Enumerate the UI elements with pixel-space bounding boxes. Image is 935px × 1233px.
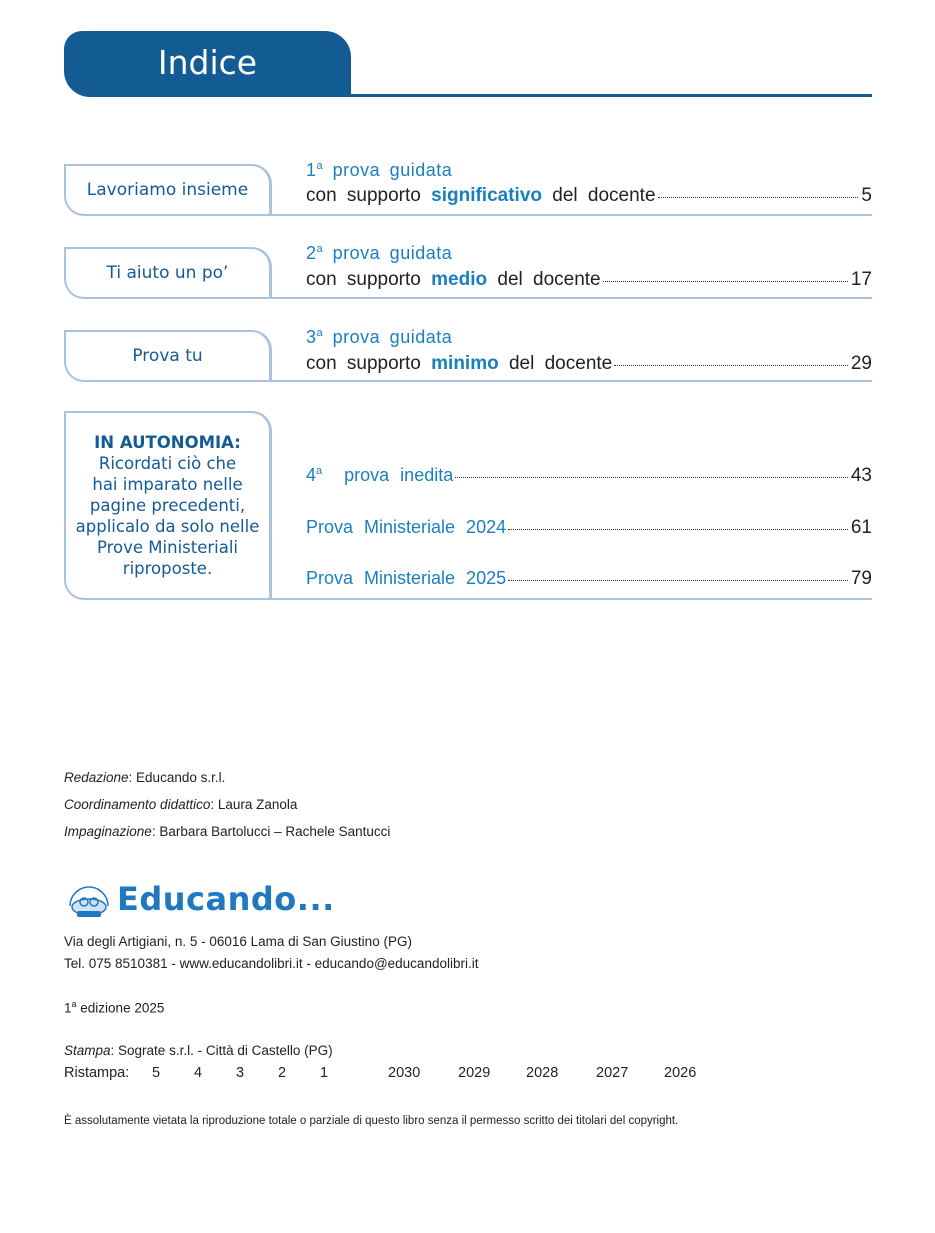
autonomia-line: pagine precedenti, <box>89 496 246 515</box>
dot-leader <box>603 281 848 282</box>
credit-redazione: Redazione: Educando s.r.l. <box>64 770 226 785</box>
box-label: Lavoriamo insieme <box>86 180 249 200</box>
autonomia-line: hai imparato nelle <box>92 475 243 494</box>
publisher-address: Via degli Artigiani, n. 5 - 06016 Lama di San Giustino (PG) <box>64 934 412 949</box>
credit-impaginazione: Impaginazione: Barbara Bartolucci – Rachele Santucci <box>64 824 391 839</box>
page-number: 43 <box>850 465 872 486</box>
box-prova-tu <box>64 330 272 382</box>
ristampa-row: Ristampa: 5 4 3 2 1 2030 2029 2028 2027 2026 <box>64 1065 697 1081</box>
autonomia-line: Prove Ministeriali <box>96 538 239 557</box>
page-number: 79 <box>850 568 872 589</box>
page-number: 61 <box>850 517 872 538</box>
autonomia-heading: IN AUTONOMIA: <box>94 433 241 452</box>
copyright-notice: È assolutamente vietata la riproduzione totale o parziale di questo libro senza il permesso scritto dei titolari del copyright. <box>64 1115 679 1127</box>
stampa: Stampa: Sograte s.r.l. - Città di Castello (PG) <box>64 1043 333 1058</box>
autonomia-line: riproposte. <box>122 559 213 578</box>
credit-coordinamento: Coordinamento didattico: Laura Zanola <box>64 797 298 812</box>
educando-logo-icon <box>64 880 114 920</box>
dot-leader <box>508 529 848 530</box>
page-number: 5 <box>861 185 872 206</box>
box-in-autonomia <box>64 411 272 600</box>
dot-leader <box>455 477 848 478</box>
separator <box>270 214 872 216</box>
box-ti-aiuto <box>64 247 272 299</box>
autonomia-line: Ricordati ciò che <box>98 454 237 473</box>
page-number: 17 <box>850 269 872 290</box>
dot-leader <box>614 365 848 366</box>
box-label: Prova tu <box>132 346 203 366</box>
educando-logo-text: Educando... <box>117 880 335 918</box>
separator <box>270 380 872 382</box>
toc-entry-2[interactable]: con supporto medio del docente 17 <box>306 269 872 290</box>
page-title: Indice <box>157 43 258 82</box>
toc-entry-prova-2025[interactable]: Prova Ministeriale 2025 79 <box>306 568 872 589</box>
entry-title-1: 1$^a$ prova guidata <box>306 160 453 180</box>
toc-entry-4[interactable]: 4$^a$ prova inedita 43 <box>306 465 872 486</box>
separator <box>270 297 872 299</box>
edition: 1$^a$ edizione 2025 <box>64 999 165 1016</box>
publisher-contacts: Tel. 075 8510381 - www.educandolibri.it - educando@educandolibri.it <box>64 956 479 971</box>
entry-title-3: 3$^a$ prova guidata <box>306 327 453 347</box>
box-lavoriamo-insieme <box>64 164 272 216</box>
toc-entry-1[interactable]: con supporto significativo del docente 5 <box>306 185 872 206</box>
entry-title-2: 2$^a$ prova guidata <box>306 243 453 263</box>
box-label: Ti aiuto un po’ <box>106 263 229 283</box>
dot-leader <box>508 580 848 581</box>
dot-leader <box>658 197 859 198</box>
toc-entry-prova-2024[interactable]: Prova Ministeriale 2024 61 <box>306 517 872 538</box>
autonomia-line: applicalo da solo nelle <box>75 517 260 536</box>
header-rule <box>351 94 872 97</box>
page-number: 29 <box>850 353 872 374</box>
separator <box>270 598 872 600</box>
toc-entry-3[interactable]: con supporto minimo del docente 29 <box>306 353 872 374</box>
